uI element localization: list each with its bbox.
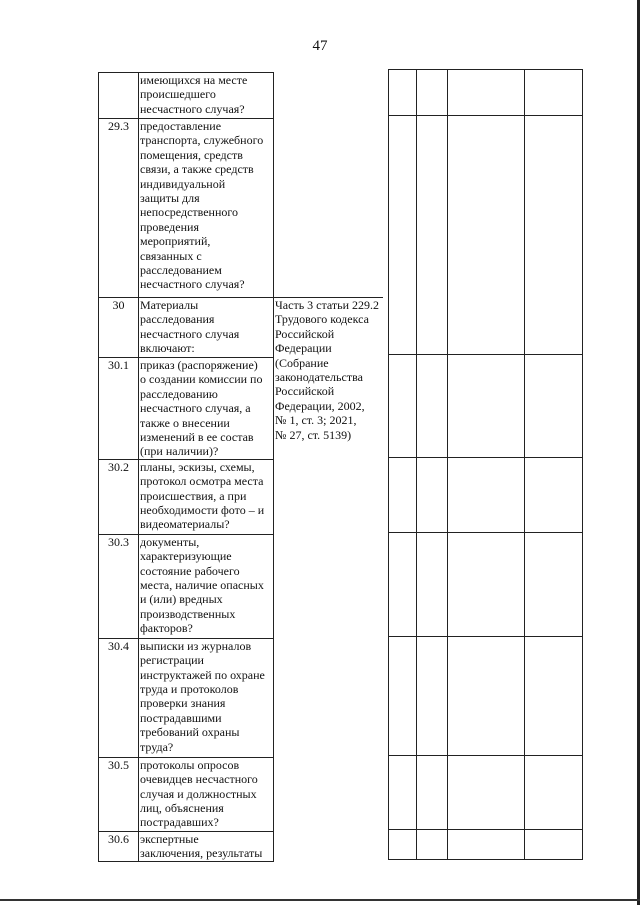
answer-cell[interactable]: [389, 458, 417, 533]
answer-row: [389, 458, 583, 533]
answer-row: [389, 756, 583, 830]
scan-edge-line: [0, 899, 640, 901]
question-text: Материалы расследования несчастного случая включают:: [139, 298, 274, 358]
row-number: 29.3: [99, 119, 139, 298]
row-number: 30.5: [99, 757, 139, 831]
legal-reference-cell: [274, 73, 383, 119]
answer-cell[interactable]: [389, 533, 417, 637]
checklist-table: [98, 72, 383, 862]
answer-cell[interactable]: [525, 637, 583, 756]
row-number: 30.3: [99, 534, 139, 638]
question-text: выписки из журналов регистрации инструктажей по охране труда и протоколов проверки знания пострадавшими требований охраны труда?: [139, 638, 274, 757]
answer-cell[interactable]: [389, 756, 417, 830]
question-text: планы, эскизы, схемы, протокол осмотра места происшествия, а при необходимости фото – и видеоматериалы?: [139, 459, 274, 534]
table-row: [99, 534, 383, 638]
table-row: [99, 757, 383, 831]
question-text: документы, характеризующие состояние рабочего места, наличие опасных и (или) вредных производственных факторов?: [139, 534, 274, 638]
question-text: предоставление транспорта, служебного помещения, средств связи, а также средств индивидуальной защиты для непосредственного проведения мероприятий, связанных с расследованием несчастного случая?: [139, 119, 274, 298]
legal-reference: Часть 3 статьи 229.2 Трудового кодекса Российской Федерации (Собрание законодательства Российской Федерации, 2002, № 1, ст. 3; 2021, № 27, ст. 5139): [274, 298, 383, 460]
answer-cell[interactable]: [448, 70, 525, 116]
question-text: приказ (распоряжение) о создании комиссии по расследованию несчастного случая, а также о внесении изменений в ее состав (при наличии)?: [139, 358, 274, 460]
answer-cell[interactable]: [389, 355, 417, 458]
answer-cell[interactable]: [417, 116, 448, 355]
answer-row: [389, 830, 583, 860]
answer-cell[interactable]: [448, 458, 525, 533]
answer-row: [389, 355, 583, 458]
answer-cell[interactable]: [448, 830, 525, 860]
answer-cell[interactable]: [417, 756, 448, 830]
answer-cell[interactable]: [525, 830, 583, 860]
answer-cell[interactable]: [417, 355, 448, 458]
table-row: [99, 831, 383, 861]
page-number: 47: [312, 38, 328, 54]
answer-cell[interactable]: [389, 830, 417, 860]
table-row: [99, 119, 383, 298]
row-number: 30.1: [99, 358, 139, 460]
legal-reference-cell: [274, 119, 383, 298]
table-row: [99, 459, 383, 534]
row-number: [99, 73, 139, 119]
row-number: 30.6: [99, 831, 139, 861]
answer-cell[interactable]: [525, 70, 583, 116]
question-text: экспертные заключения, результаты: [139, 831, 274, 861]
row-number: 30: [99, 298, 139, 358]
answer-cell[interactable]: [525, 355, 583, 458]
answer-row: [389, 637, 583, 756]
answer-columns-table: [388, 69, 583, 860]
question-text: имеющихся на месте происшедшего несчастного случая?: [139, 73, 274, 119]
answer-row: [389, 533, 583, 637]
question-text: протоколы опросов очевидцев несчастного случая и должностных лиц, объяснения пострадавших?: [139, 757, 274, 831]
table-row: [99, 638, 383, 757]
answer-cell[interactable]: [525, 116, 583, 355]
legal-reference-cell: [274, 757, 383, 831]
answer-cell[interactable]: [389, 637, 417, 756]
row-number: 30.2: [99, 459, 139, 534]
answer-row: [389, 116, 583, 355]
answer-cell[interactable]: [448, 756, 525, 830]
table-row: [99, 298, 383, 358]
answer-cell[interactable]: [448, 533, 525, 637]
legal-reference-cell: [274, 534, 383, 638]
answer-cell[interactable]: [417, 637, 448, 756]
answer-cell[interactable]: [448, 116, 525, 355]
answer-cell[interactable]: [417, 70, 448, 116]
answer-row: [389, 70, 583, 116]
answer-cell[interactable]: [417, 458, 448, 533]
answer-cell[interactable]: [417, 830, 448, 860]
answer-cell[interactable]: [448, 355, 525, 458]
row-number: 30.4: [99, 638, 139, 757]
table-row: [99, 73, 383, 119]
answer-cell[interactable]: [525, 458, 583, 533]
answer-cell[interactable]: [525, 756, 583, 830]
answer-cell[interactable]: [389, 116, 417, 355]
answer-cell[interactable]: [417, 533, 448, 637]
legal-reference-cell: [274, 638, 383, 757]
legal-reference-cell: [274, 459, 383, 534]
answer-cell[interactable]: [389, 70, 417, 116]
answer-cell[interactable]: [448, 637, 525, 756]
legal-reference-cell: [274, 831, 383, 861]
answer-cell[interactable]: [525, 533, 583, 637]
